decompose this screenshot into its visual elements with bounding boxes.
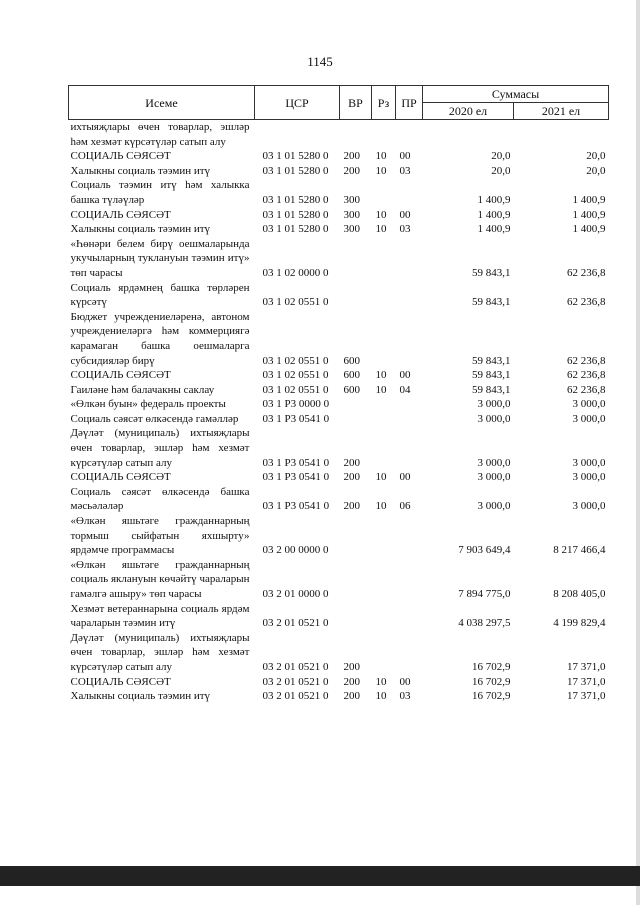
cell-rz — [372, 281, 396, 310]
cell-rz: 10 — [375, 383, 387, 396]
cell-2020: 59 843,1 — [472, 383, 511, 396]
cell-2021: 62 236,8 — [567, 383, 606, 396]
cell-pr — [396, 281, 423, 310]
cell-2021: 3 000,0 — [572, 456, 606, 469]
cell-name: Гаиләне һәм балачакны саклау — [70, 383, 215, 396]
cell-pr — [396, 397, 423, 412]
cell-2020: 20,0 — [491, 164, 511, 177]
cell-2020: 16 702,9 — [472, 675, 511, 688]
cell-name: Дәүләт (муниципаль) ихтыяҗлары өчен товарлар, эшләр һәм хезмәт күрсәтүләр сатып алу — [70, 631, 250, 673]
cell-pr: 00 — [399, 471, 411, 484]
cell-vr — [340, 281, 372, 310]
cell-csr: 03 1 P3 0541 0 — [262, 500, 330, 513]
cell-2020: 1 400,9 — [477, 208, 511, 221]
table-row — [69, 412, 609, 427]
page-number: 1145 — [307, 54, 333, 69]
cell-csr: 03 1 01 5280 0 — [262, 223, 329, 236]
cell-name: ихтыяҗлары өчен товарлар, эшләр һәм хезмәт күрсәтүләр сатып алу — [70, 121, 250, 148]
cell-pr: 00 — [399, 150, 411, 163]
cell-2020: 1 400,9 — [477, 193, 511, 206]
cell-name: Хезмәт ветераннарына социаль ярдәм чараларын тәэмин итү — [70, 602, 250, 630]
cell-csr: 03 2 01 0521 0 — [262, 675, 329, 688]
cell-vr: 200 — [343, 456, 360, 469]
cell-csr: 03 1 P3 0000 0 — [262, 398, 330, 411]
cell-name: «Өлкән яшьтәге гражданнарның тормыш сыйфатын яхшырту» ярдәмче программасы — [70, 515, 250, 557]
cell-rz: 10 — [375, 675, 387, 688]
cell-2020 — [423, 120, 514, 150]
cell-pr — [396, 631, 423, 675]
cell-vr — [340, 397, 372, 412]
scan-bottom-edge — [0, 866, 640, 886]
cell-pr — [396, 514, 423, 558]
cell-pr — [396, 237, 423, 281]
cell-rz: 10 — [375, 164, 387, 177]
cell-name: «Һөнәри белем бирү оешмаларында укучыларның туклануын тәэмин итү» төп чарасы — [70, 237, 250, 279]
cell-name: Социаль тәэмин итү һәм халыкка башка түләүләр — [70, 179, 250, 206]
cell-rz: 10 — [375, 150, 387, 163]
cell-csr: 03 2 01 0521 0 — [262, 690, 329, 703]
cell-pr: 04 — [399, 383, 411, 396]
cell-name: СОЦИАЛЬ СӘЯСӘТ — [70, 369, 171, 382]
cell-2021 — [514, 120, 609, 150]
table-row — [69, 368, 609, 383]
cell-csr: 03 2 01 0521 0 — [262, 660, 329, 673]
cell-vr: 300 — [343, 208, 360, 221]
cell-rz: 10 — [375, 471, 387, 484]
cell-name: Дәүләт (муниципаль) ихтыяҗлары өчен товарлар, эшләр һәм хезмәт күрсәтүләр сатып алу — [70, 427, 250, 469]
cell-2020: 20,0 — [491, 150, 511, 163]
table-row — [69, 485, 609, 514]
cell-pr: 03 — [399, 690, 411, 703]
table-header — [69, 86, 609, 120]
table-row — [69, 631, 609, 675]
cell-rz: 10 — [375, 208, 387, 221]
cell-name: Халыкны социаль тәэмин итү — [70, 690, 211, 703]
cell-csr: 03 1 02 0551 0 — [262, 383, 329, 396]
table-row — [69, 310, 609, 368]
cell-pr — [396, 178, 423, 207]
cell-name: СОЦИАЛЬ СӘЯСӘТ — [70, 150, 171, 163]
cell-2020: 59 843,1 — [472, 369, 511, 382]
cell-csr — [255, 120, 340, 150]
table-row — [69, 470, 609, 485]
cell-rz: 10 — [375, 690, 387, 703]
cell-pr — [396, 602, 423, 631]
cell-2020: 16 702,9 — [472, 690, 511, 703]
cell-pr: 00 — [399, 675, 411, 688]
cell-csr: 03 2 01 0000 0 — [262, 588, 329, 600]
cell-csr: 03 1 02 0551 0 — [262, 354, 329, 367]
table-row — [69, 383, 609, 398]
cell-pr — [396, 120, 423, 150]
cell-2020: 3 000,0 — [477, 471, 511, 484]
table-row — [69, 164, 609, 179]
header-sums: Суммасы — [423, 86, 609, 103]
cell-rz — [372, 412, 396, 427]
cell-vr: 200 — [343, 150, 360, 163]
cell-name: СОЦИАЛЬ СӘЯСӘТ — [70, 471, 171, 484]
cell-csr: 03 2 01 0521 0 — [262, 617, 329, 630]
cell-csr: 03 1 P3 0541 0 — [262, 471, 330, 484]
cell-rz — [372, 310, 396, 368]
cell-rz — [372, 397, 396, 412]
table-row — [69, 208, 609, 223]
cell-2021: 3 000,0 — [572, 398, 606, 411]
table-row — [69, 178, 609, 207]
table-row — [69, 397, 609, 412]
cell-pr: 03 — [399, 164, 411, 177]
cell-2020: 3 000,0 — [477, 500, 511, 513]
cell-csr: 03 2 00 0000 0 — [262, 544, 329, 557]
cell-vr: 600 — [343, 383, 360, 396]
cell-name: «Өлкән яшьтәге гражданнарның социаль яклануын көчәйтү чараларын гамәлгә ашыру» төп чарасы — [70, 558, 250, 600]
cell-2020: 59 843,1 — [472, 266, 511, 279]
cell-vr — [340, 558, 372, 602]
cell-2020: 4 038 297,5 — [458, 617, 511, 630]
cell-2021: 3 000,0 — [572, 500, 606, 513]
cell-2021: 62 236,8 — [567, 369, 606, 382]
table-row — [69, 675, 609, 690]
cell-vr: 300 — [343, 223, 360, 236]
header-vr: ВР — [340, 86, 372, 120]
cell-2020: 1 400,9 — [477, 223, 511, 236]
cell-vr — [340, 237, 372, 281]
cell-2021: 8 208 405,0 — [553, 588, 606, 600]
cell-csr: 03 1 01 5280 0 — [262, 193, 329, 206]
cell-2020: 7 903 649,4 — [458, 544, 511, 557]
cell-rz — [372, 631, 396, 675]
cell-2021: 4 199 829,4 — [553, 617, 606, 630]
cell-rz — [372, 514, 396, 558]
header-pr: ПР — [396, 86, 423, 120]
cell-name: Бюджет учреждениеләренә, автоном учреждениеләргә һәм коммерциягә карамаган башка оешмаларга субсидияләр бирү — [70, 310, 250, 367]
cell-2021: 62 236,8 — [567, 296, 606, 309]
cell-2020: 59 843,1 — [472, 296, 511, 309]
cell-vr — [340, 514, 372, 558]
cell-2020: 3 000,0 — [477, 398, 511, 411]
cell-vr: 600 — [343, 369, 360, 382]
table-row — [69, 514, 609, 558]
cell-name: Халыкны социаль тәэмин итү — [70, 164, 211, 177]
cell-pr: 00 — [399, 208, 411, 221]
cell-name: «Өлкән буын» федераль проекты — [70, 398, 226, 411]
header-rz: Рз — [372, 86, 396, 120]
cell-vr: 200 — [343, 164, 360, 177]
cell-2021: 17 371,0 — [567, 675, 606, 688]
cell-csr: 03 1 01 5280 0 — [262, 208, 329, 221]
cell-2021: 1 400,9 — [572, 208, 606, 221]
cell-csr: 03 1 01 5280 0 — [262, 164, 329, 177]
cell-name: Социаль ярдәмнең башка төрләрен күрсәтү — [70, 281, 250, 309]
cell-rz — [372, 602, 396, 631]
cell-vr: 200 — [343, 675, 360, 688]
cell-vr — [340, 120, 372, 150]
cell-csr: 03 1 P3 0541 0 — [262, 412, 330, 425]
table-row — [69, 222, 609, 237]
cell-rz — [372, 178, 396, 207]
cell-2020: 59 843,1 — [472, 354, 511, 367]
cell-2020: 16 702,9 — [472, 660, 511, 673]
cell-pr: 00 — [399, 369, 411, 382]
cell-2021: 1 400,9 — [572, 223, 606, 236]
cell-rz — [372, 120, 396, 150]
cell-2020: 3 000,0 — [477, 456, 511, 469]
cell-2021: 8 217 466,4 — [553, 544, 606, 557]
cell-rz — [372, 237, 396, 281]
cell-csr: 03 1 P3 0541 0 — [262, 456, 330, 469]
cell-pr — [396, 558, 423, 602]
cell-vr: 200 — [343, 471, 360, 484]
table-row — [69, 237, 609, 281]
cell-pr — [396, 412, 423, 427]
cell-2021: 20,0 — [586, 164, 606, 177]
budget-table — [68, 85, 609, 704]
cell-vr: 200 — [343, 690, 360, 703]
cell-2021: 17 371,0 — [567, 690, 606, 703]
table-row — [69, 426, 609, 470]
table-row — [69, 558, 609, 602]
cell-pr — [396, 426, 423, 470]
cell-2021: 17 371,0 — [567, 660, 606, 673]
cell-name: СОЦИАЛЬ СӘЯСӘТ — [70, 675, 171, 688]
table-row — [69, 602, 609, 631]
table-row — [69, 689, 609, 704]
cell-vr: 200 — [343, 500, 360, 513]
cell-csr: 03 1 02 0000 0 — [262, 266, 329, 279]
cell-vr — [340, 602, 372, 631]
cell-2021: 3 000,0 — [572, 412, 606, 425]
cell-csr: 03 1 01 5280 0 — [262, 150, 329, 163]
cell-vr: 200 — [343, 660, 360, 673]
cell-rz: 10 — [375, 223, 387, 236]
cell-pr: 03 — [399, 223, 411, 236]
cell-2020: 7 894 775,0 — [458, 588, 511, 600]
cell-2021: 62 236,8 — [567, 266, 606, 279]
cell-rz: 10 — [375, 369, 387, 382]
header-year-2020: 2020 ел — [423, 103, 514, 120]
cell-name: Социаль сәясәт өлкәсендә башка мәсьәләләр — [70, 485, 250, 513]
cell-pr: 06 — [399, 500, 411, 513]
cell-csr: 03 1 02 0551 0 — [262, 296, 329, 309]
table-row — [69, 149, 609, 164]
cell-name: Халыкны социаль тәэмин итү — [70, 223, 211, 236]
cell-2021: 1 400,9 — [572, 193, 606, 206]
header-year-2021: 2021 ел — [514, 103, 609, 120]
table-row — [69, 120, 609, 150]
cell-2021: 20,0 — [586, 150, 606, 163]
cell-vr: 300 — [343, 193, 360, 206]
cell-rz — [372, 558, 396, 602]
cell-name: Социаль сәясәт өлкәсендә гамәлләр — [70, 412, 239, 425]
cell-2021: 3 000,0 — [572, 471, 606, 484]
scan-edge — [636, 0, 640, 905]
cell-rz: 10 — [375, 500, 387, 513]
cell-csr: 03 1 02 0551 0 — [262, 369, 329, 382]
table-body — [69, 120, 609, 704]
table-row — [69, 281, 609, 310]
cell-pr — [396, 310, 423, 368]
cell-vr: 600 — [343, 354, 360, 367]
cell-2020: 3 000,0 — [477, 412, 511, 425]
cell-name: СОЦИАЛЬ СӘЯСӘТ — [70, 208, 171, 221]
cell-2021: 62 236,8 — [567, 354, 606, 367]
cell-vr — [340, 412, 372, 427]
header-name: Исеме — [69, 86, 255, 120]
header-csr: ЦСР — [255, 86, 340, 120]
cell-rz — [372, 426, 396, 470]
